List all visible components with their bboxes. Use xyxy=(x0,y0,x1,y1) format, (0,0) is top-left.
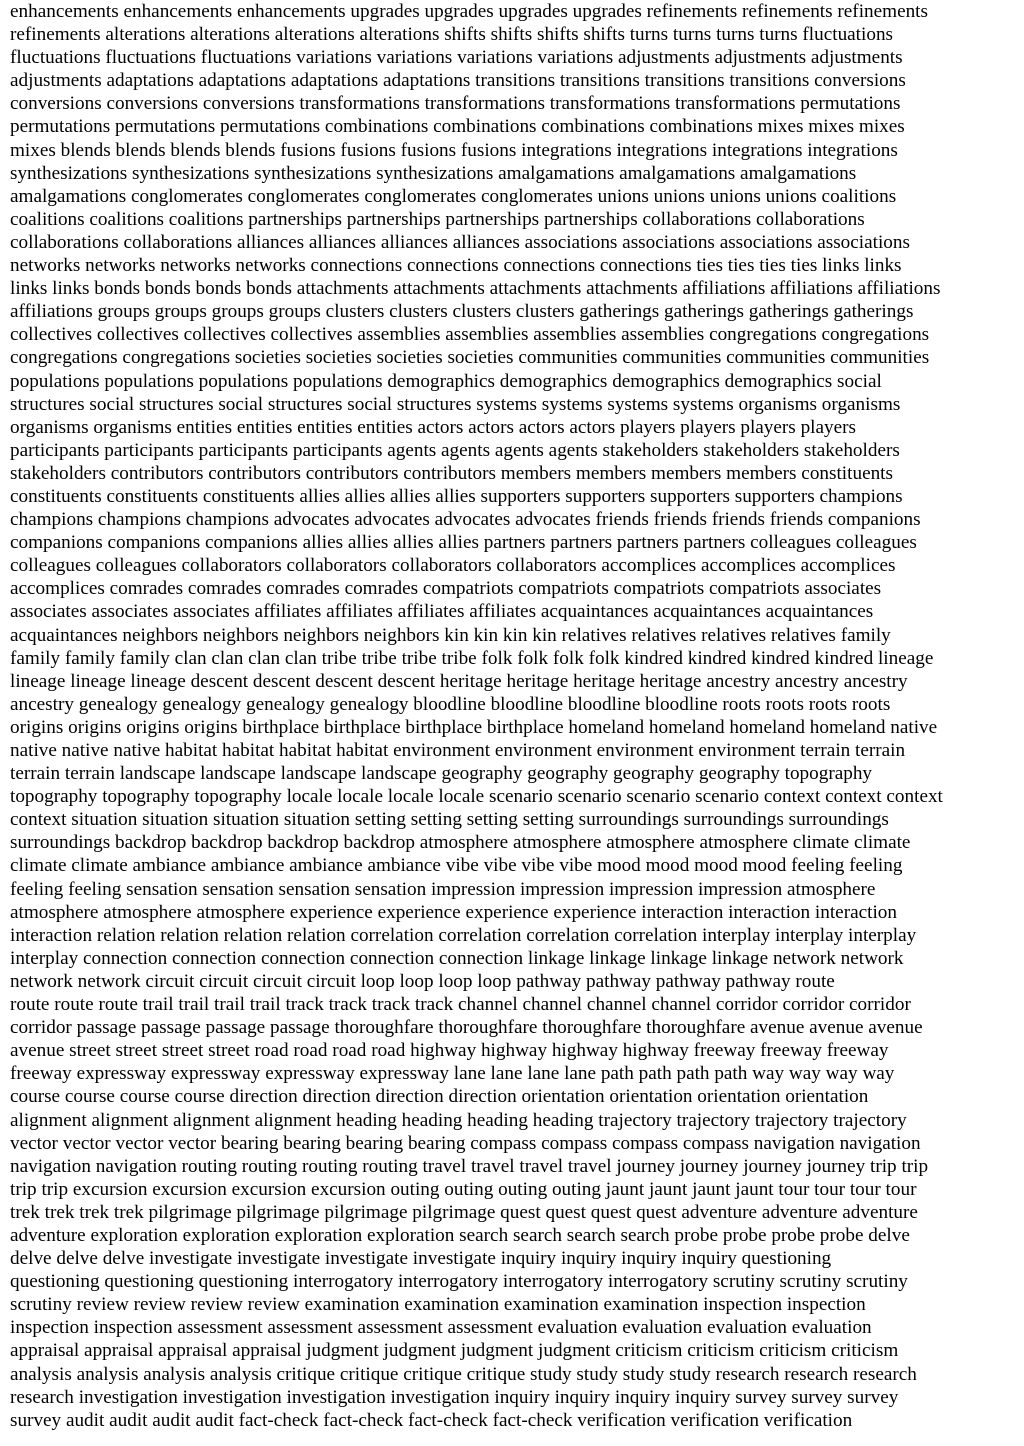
text-line: acquaintances neighbors neighbors neighbors neighbors kin kin kin kin relatives relatives relatives relatives family xyxy=(10,624,891,646)
text-line: coalitions coalitions coalitions partnerships partnerships partnerships partnerships collaborations collaborations xyxy=(10,208,865,230)
text-line: trip trip excursion excursion excursion excursion outing outing outing outing jaunt jaunt jaunt jaunt tour tour tour tour xyxy=(10,1178,917,1200)
text-line: topography topography topography locale locale locale locale scenario scenario scenario scenario context context context xyxy=(10,786,943,808)
text-line: organisms organisms entities entities entities entities actors actors actors actors players players players players xyxy=(10,416,856,438)
text-line: network network circuit circuit circuit circuit loop loop loop loop pathway pathway pathway pathway route xyxy=(10,970,835,992)
text-line: alignment alignment alignment alignment heading heading heading heading trajectory trajectory trajectory trajectory xyxy=(10,1109,907,1131)
text-line: freeway expressway expressway expressway expressway lane lane lane lane path path path path way way way way xyxy=(10,1063,895,1085)
text-line: trek trek trek trek pilgrimage pilgrimage pilgrimage pilgrimage quest quest quest quest adventure adventure adventure xyxy=(10,1201,918,1223)
text-line: inspection inspection assessment assessment assessment assessment evaluation evaluation evaluation evaluation xyxy=(10,1317,872,1339)
text-line: conversions conversions conversions transformations transformations transformations transformations permutations xyxy=(10,93,901,115)
text-line: avenue street street street street road road road road highway highway highway highway freeway freeway freeway xyxy=(10,1040,889,1062)
text-line: stakeholders contributors contributors contributors contributors members members members members constituents xyxy=(10,462,893,484)
text-line: interaction relation relation relation relation correlation correlation correlation correlation interplay interplay interplay xyxy=(10,924,917,946)
text-line: delve delve delve investigate investigate investigate investigate inquiry inquiry inquiry inquiry questioning xyxy=(10,1248,832,1270)
text-line: populations populations populations populations demographics demographics demographics demographics social xyxy=(10,370,882,392)
text-line: collectives collectives collectives collectives assemblies assemblies assemblies assemblies congregations congregations xyxy=(10,324,930,346)
text-line: amalgamations conglomerates conglomerates conglomerates conglomerates unions unions unions unions coalitions xyxy=(10,185,897,207)
text-line: context situation situation situation situation setting setting setting setting surroundings surroundings surroundings xyxy=(10,809,889,831)
text-line: course course course course direction direction direction direction orientation orientation orientation orientation xyxy=(10,1086,869,1108)
text-line: associates associates associates affiliates affiliates affiliates affiliates acquaintances acquaintances acquaintances xyxy=(10,601,874,623)
text-line: enhancements enhancements enhancements upgrades upgrades upgrades upgrades refinements refinements refinements xyxy=(10,1,928,22)
text-line: appraisal appraisal appraisal appraisal judgment judgment judgment judgment criticism criticism criticism criticism xyxy=(10,1340,899,1362)
text-line: origins origins origins origins birthplace birthplace birthplace birthplace homeland homeland homeland homeland native xyxy=(10,716,938,738)
text-line: climate climate ambiance ambiance ambiance ambiance vibe vibe vibe vibe mood mood mood mood feeling feeling xyxy=(10,855,903,877)
text-line: surroundings backdrop backdrop backdrop backdrop atmosphere atmosphere atmosphere atmosphere climate climate xyxy=(10,832,911,854)
text-line: family family family clan clan clan clan tribe tribe tribe tribe folk folk folk folk kindred kindred kindred kindred lineage xyxy=(10,647,934,669)
text-line: terrain terrain landscape landscape landscape landscape geography geography geography geography topography xyxy=(10,763,873,785)
text-line: collaborations collaborations alliances alliances alliances alliances associations associations associations associations xyxy=(10,231,910,253)
text-line: accomplices comrades comrades comrades comrades compatriots compatriots compatriots compatriots associates xyxy=(10,578,882,600)
text-line: fluctuations fluctuations fluctuations variations variations variations variations adjustments adjustments adjustments xyxy=(10,47,903,69)
document-body xyxy=(10,0,1024,1432)
text-line: lineage lineage lineage descent descent descent descent heritage heritage heritage heritage ancestry ancestry ancestry xyxy=(10,670,908,692)
text-line: survey audit audit audit audit fact-check fact-check fact-check fact-check verification verification verification xyxy=(10,1409,853,1431)
text-line: interplay connection connection connection connection connection linkage linkage linkage linkage network network xyxy=(10,947,904,969)
text-line: companions companions companions allies allies allies allies partners partners partners partners colleagues colleagues xyxy=(10,532,917,554)
text-line: congregations congregations societies societies societies societies communities communities communities communities xyxy=(10,347,930,369)
text-line: structures social structures social structures social structures systems systems systems systems organisms organisms xyxy=(10,393,901,415)
text-line: links links bonds bonds bonds bonds attachments attachments attachments attachments affiliations affiliations affiliations xyxy=(10,278,941,300)
text-line: mixes blends blends blends blends fusions fusions fusions fusions integrations integrations integrations integrations xyxy=(10,139,898,161)
text-line: navigation navigation routing routing routing routing travel travel travel travel journey journey journey journey trip trip xyxy=(10,1155,929,1177)
text-line: scrutiny review review review review examination examination examination examination inspection inspection xyxy=(10,1294,866,1316)
text-line: affiliations groups groups groups groups clusters clusters clusters clusters gatherings gatherings gatherings gatherings xyxy=(10,301,914,323)
text-line: atmosphere atmosphere atmosphere experience experience experience experience interaction interaction interaction xyxy=(10,901,897,923)
text-line: synthesizations synthesizations synthesizations synthesizations amalgamations amalgamations amalgamations xyxy=(10,162,857,184)
text-line: refinements alterations alterations alterations alterations shifts shifts shifts shifts turns turns turns turns fluctuations xyxy=(10,24,893,46)
text-line: participants participants participants participants agents agents agents agents stakeholders stakeholders stakeholders xyxy=(10,439,900,461)
text-line: corridor passage passage passage passage thoroughfare thoroughfare thoroughfare thoroughfare avenue avenue avenue xyxy=(10,1017,923,1039)
text-line: constituents constituents constituents allies allies allies allies supporters supporters supporters supporters champions xyxy=(10,485,903,507)
text-line: analysis analysis analysis analysis critique critique critique critique study study study study research research research xyxy=(10,1363,917,1385)
text-line: feeling feeling sensation sensation sensation sensation impression impression impression impression atmosphere xyxy=(10,878,876,900)
text-line: ancestry genealogy genealogy genealogy genealogy bloodline bloodline bloodline bloodline roots roots roots roots xyxy=(10,693,891,715)
text-line: adjustments adaptations adaptations adaptations adaptations transitions transitions transitions transitions conversions xyxy=(10,70,906,92)
text-line: research investigation investigation investigation investigation inquiry inquiry inquiry inquiry survey survey survey xyxy=(10,1386,899,1408)
text-line: networks networks networks networks connections connections connections connections ties ties ties ties links links xyxy=(10,255,902,277)
text-line: vector vector vector vector bearing bearing bearing bearing compass compass compass compass navigation navigation xyxy=(10,1132,921,1154)
text-line: route route route trail trail trail trail track track track track channel channel channel channel corridor corridor corridor xyxy=(10,994,911,1016)
text-line: native native native habitat habitat habitat habitat environment environment environment environment terrain terrain xyxy=(10,740,906,761)
text-line: colleagues colleagues collaborators collaborators collaborators collaborators accomplices accomplices accomplices xyxy=(10,555,896,577)
text-line: adventure exploration exploration exploration exploration search search search search probe probe probe probe delve xyxy=(10,1224,910,1246)
text-line: questioning questioning questioning interrogatory interrogatory interrogatory interrogatory scrutiny scrutiny scrutiny xyxy=(10,1271,908,1293)
text-line: champions champions champions advocates advocates advocates advocates friends friends friends friends companions xyxy=(10,509,921,531)
text-line: permutations permutations permutations combinations combinations combinations combinations mixes mixes mixes xyxy=(10,116,905,138)
